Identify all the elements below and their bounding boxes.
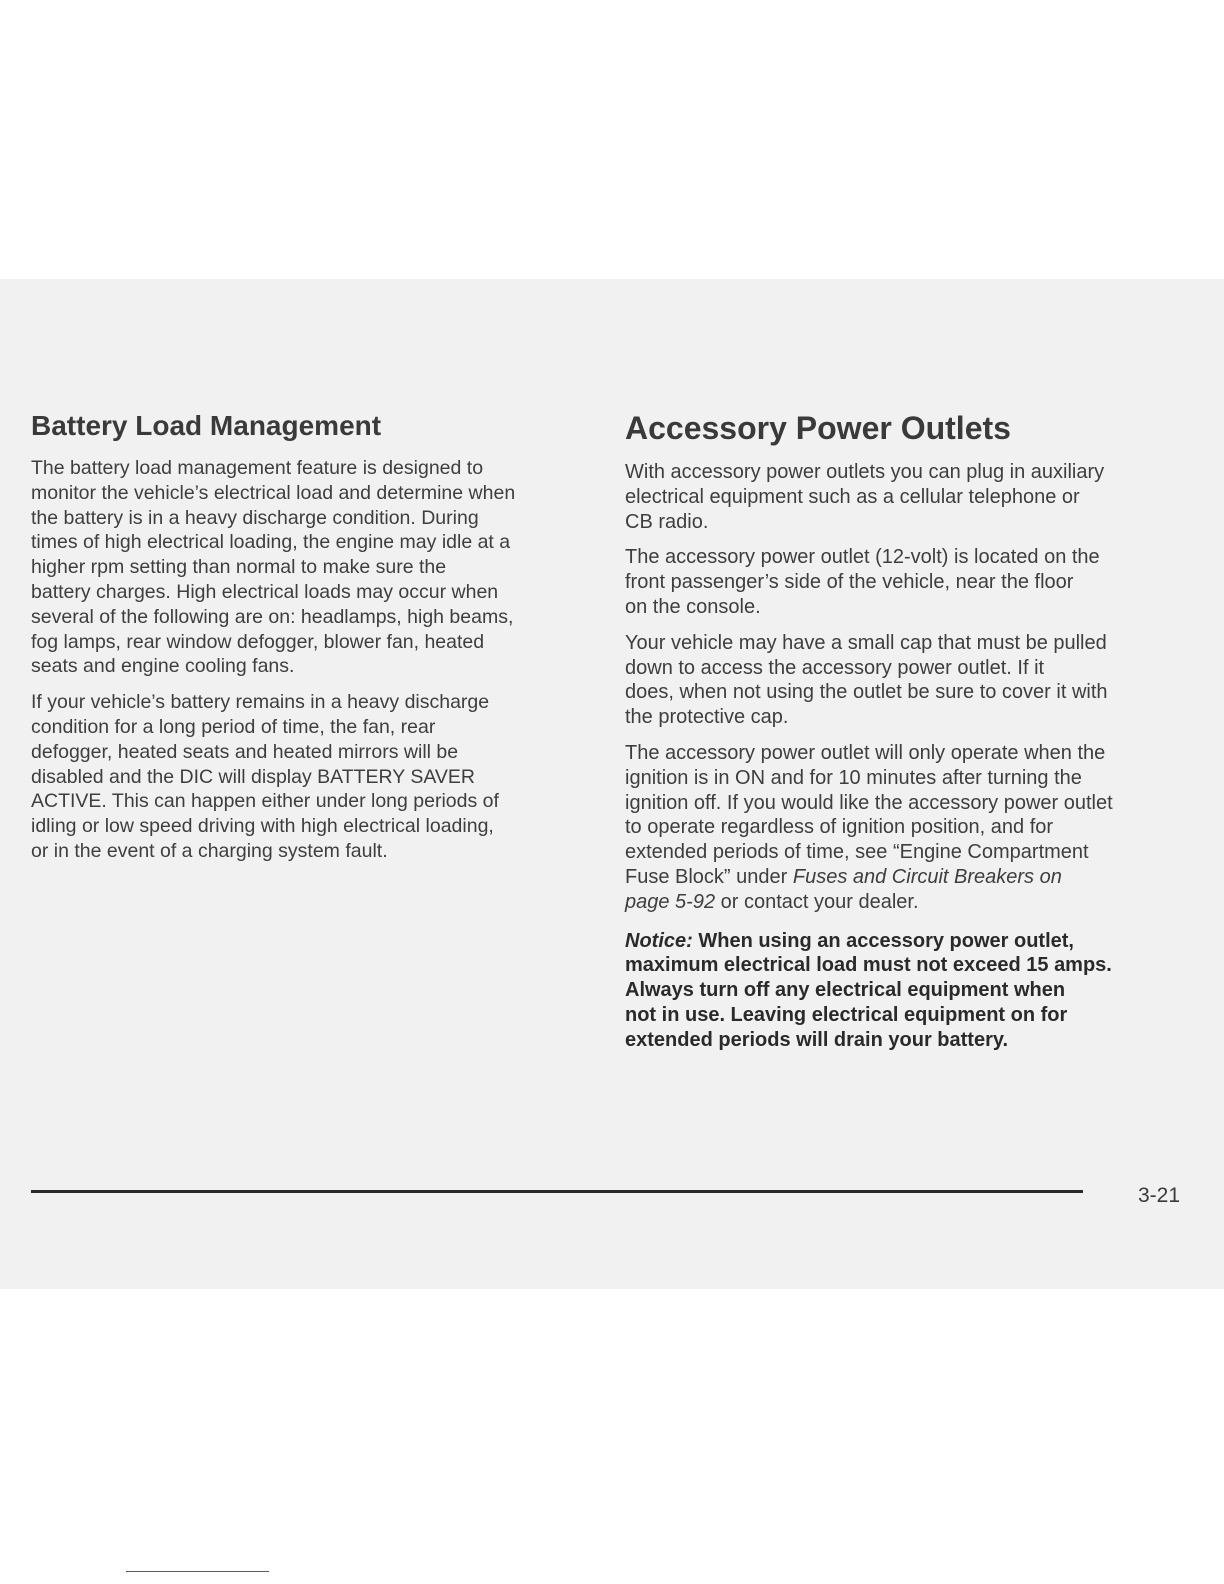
paragraph: The accessory power outlet (12-volt) is located on the front passenger’s side of the vehicle, near the floor on the console. bbox=[625, 546, 1100, 618]
paragraph: With accessory power outlets you can plug in auxiliary electrical equipment such as a cellular telephone or CB radio. bbox=[625, 461, 1105, 533]
notice-block bbox=[625, 929, 1185, 1053]
paragraph-with-reference bbox=[625, 741, 1185, 915]
page-number: 3-21 bbox=[1138, 1184, 1181, 1207]
paragraph-text: The accessory power outlet will only operate when the ignition is in ON and for 10 minutes after turning the ignition off. If you would like the accessory power outlet to operate regardless of ignition position, and for extended periods of time, see “Engine Compartment Fuse Block” under bbox=[625, 741, 1113, 888]
section-heading-accessory-power-outlets: Accessory Power Outlets bbox=[625, 410, 1011, 446]
paragraph: The battery load management feature is designed to monitor the vehicle’s electrical load and determine when the battery is in a heavy discharge condition. During times of high electrical loading, the engine may idle at a higher rpm setting than normal to make sure the battery charges. High electrical loads may occur when several of the following are on: headlamps, high beams, fog lamps, rear window defogger, blower fan, heated seats and engine cooling fans. bbox=[31, 457, 516, 678]
footer-divider bbox=[31, 1190, 1083, 1193]
battery-load-management-section bbox=[31, 410, 591, 875]
paragraph: Your vehicle may have a small cap that must be pulled down to access the accessory power outlet. If it does, when not using the outlet be sure to cover it with the protective cap. bbox=[625, 631, 1108, 729]
notice-text: When using an accessory power outlet, maximum electrical load must not exceed 15 amps. Always turn off any electrical equipment when not in use. Leaving electrical equipment on for extended periods will drain your battery. bbox=[625, 929, 1112, 1051]
section-heading-battery-load-management: Battery Load Management bbox=[31, 410, 382, 441]
paragraph: If your vehicle’s battery remains in a heavy discharge condition for a long period of time, the fan, rear defogger, heated seats and heated mirrors will be disabled and the DIC will display BATTERY SAVER ACTIVE. This can happen either under long periods of idling or low speed driving with high electrical loading, or in the event of a charging system fault. bbox=[31, 691, 499, 862]
paragraph-text: or contact your dealer. bbox=[715, 890, 919, 913]
accessory-power-outlets-section bbox=[625, 410, 1185, 1064]
link-underline bbox=[126, 1571, 269, 1572]
notice-label: Notice: bbox=[625, 929, 693, 952]
cross-reference: Fuses and Circuit Breakers on page 5-92 bbox=[625, 865, 1062, 913]
